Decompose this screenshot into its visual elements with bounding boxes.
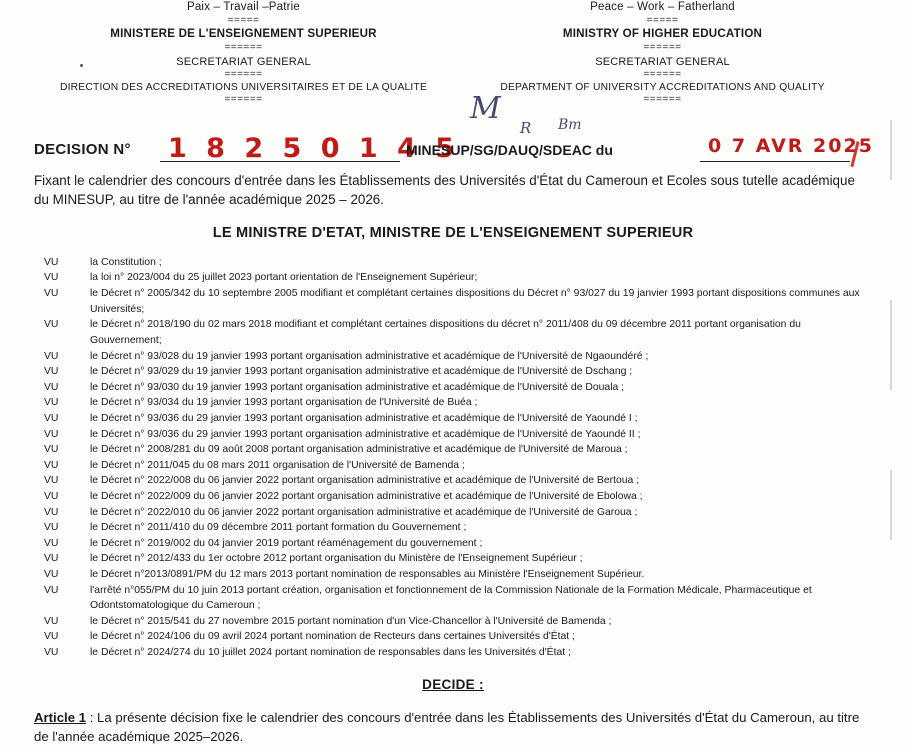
vu-item [44, 645, 872, 661]
vu-item [44, 536, 872, 552]
vu-text: le Décret n° 2024/274 du 10 juillet 2024 portant nomination de responsables dans les Universités d'État ; [90, 647, 571, 659]
decision-date-underline [700, 161, 850, 162]
vu-item [44, 380, 872, 396]
vu-text: le Décret n° 2018/190 du 02 mars 2018 modifiant et complétant certaines dispositions du décret n° 2011/408 du 09 décembre 2011 portant organisation du Gouvernement; [90, 319, 801, 346]
vu-text: la Constitution ; [90, 256, 162, 268]
vu-text: le Décret n° 93/036 du 29 janvier 1993 portant organisation administrative et académique de l'Université de Yaoundé I ; [90, 412, 638, 424]
vu-text: le Décret n° 93/029 du 19 janvier 1993 portant organisation administrative et académique de l'Université de Dschang ; [90, 366, 633, 378]
motto-en: Peace – Work – Fatherland [590, 1, 735, 13]
decision-line [0, 90, 906, 167]
vu-item [44, 286, 872, 317]
vu-tag: VU [44, 272, 59, 284]
vu-text: la loi n° 2023/004 du 25 juillet 2023 portant orientation de l'Enseignement Supérieur; [90, 272, 478, 284]
vu-tag: VU [44, 647, 59, 659]
vu-text: le Décret n° 93/030 du 19 janvier 1993 portant organisation administrative et académique de l'Université de Douala ; [90, 381, 625, 393]
handwritten-annotation-1: M [470, 90, 501, 126]
direction-en: DEPARTMENT OF UNIVERSITY ACCREDITATIONS AND QUALITY [500, 82, 825, 94]
vu-tag: VU [44, 366, 59, 378]
decide-text: DECIDE : [422, 676, 484, 692]
minister-title: LE MINISTRE D'ETAT, MINISTRE DE L'ENSEIGNEMENT SUPERIEUR [212, 224, 694, 241]
separator: ====== [643, 94, 682, 106]
article-1-label: Article 1 [34, 709, 87, 725]
separator: ====== [224, 94, 263, 106]
vu-text: le Décret n° 2005/342 du 10 septembre 2005 modifiant et complétant certaines dispositions du Décret n° 93/027 du 19 janvier 1993 portant dispositions communes aux Universités; [90, 288, 860, 315]
decision-reference: MINESUP/SG/DAUQ/SDEAC du [406, 141, 613, 158]
vu-tag: VU [44, 319, 59, 331]
vu-item [44, 364, 872, 380]
vu-item [44, 629, 872, 645]
separator: ====== [643, 68, 682, 80]
vu-item [44, 458, 872, 474]
vu-item [44, 317, 872, 348]
separator: ===== [646, 14, 679, 26]
vu-text: le Décret n° 2012/433 du 1er octobre 2012 portant organisation du Ministère de l'Enseignement Supérieur ; [90, 553, 583, 565]
motto-fr: Paix – Travail –Patrie [186, 1, 301, 13]
vu-text: le Décret n° 2024/106 du 09 avril 2024 portant nomination de Recteurs dans certaines Universités d'État ; [90, 631, 575, 643]
vu-item [44, 567, 872, 583]
article-1 [0, 708, 906, 746]
vu-text: le Décret n°2013/0891/PM du 12 mars 2013 portant nomination de responsables au Ministère l'Enseignement Supérieur. [90, 569, 645, 581]
vu-tag: VU [44, 522, 59, 534]
vu-tag: VU [44, 256, 59, 268]
decision-date: 0 7 AVR 2025 [708, 134, 874, 157]
vu-tag: VU [44, 381, 59, 393]
scan-edge-mark [890, 300, 892, 390]
vu-item [44, 411, 872, 427]
direction-fr: DIRECTION DES ACCREDITATIONS UNIVERSITAIRES ET DE LA QUALITE [59, 82, 428, 94]
vu-tag: VU [44, 459, 59, 471]
secretariat-fr: SECRETARIAT GENERAL [176, 55, 311, 68]
document-header [0, 0, 906, 107]
vu-tag: VU [44, 412, 59, 424]
header-column-english [453, 0, 872, 107]
vu-item [44, 551, 872, 567]
handwritten-annotation-3: Bm [558, 116, 582, 133]
secretariat-en: SECRETARIAT GENERAL [595, 55, 730, 68]
vu-text: le Décret n° 2019/002 du 04 janvier 2019 portant réaménagement du gouvernement ; [90, 537, 483, 549]
separator: ====== [643, 42, 682, 54]
header-column-french [34, 0, 453, 107]
vu-list [0, 255, 906, 661]
handwritten-annotation-2: R [520, 118, 532, 137]
vu-text: le Décret n° 2011/410 du 09 décembre 2011 portant formation du Gouvernement ; [90, 522, 467, 534]
vu-text: le Décret n° 2015/541 du 27 novembre 2015 portant nomination d'un Vice-Chancellor à l'Université de Bamenda ; [90, 615, 612, 627]
vu-item [44, 505, 872, 521]
vu-tag: VU [44, 350, 59, 362]
vu-tag: VU [44, 397, 59, 409]
vu-tag: VU [44, 631, 59, 643]
decision-number: 1 8 2 5 0 1 4 5 [168, 132, 460, 164]
ministry-fr: MINISTERE DE L'ENSEIGNEMENT SUPERIEUR [110, 27, 377, 41]
vu-item [44, 395, 872, 411]
vu-item [44, 489, 872, 505]
vu-tag: VU [44, 584, 59, 596]
decision-number-underline [160, 161, 400, 162]
vu-item [44, 614, 872, 630]
separator: ====== [224, 42, 263, 54]
vu-text: le Décret n° 93/036 du 29 janvier 1993 portant organisation administrative et académique de l'Université de Yaoundé II ; [90, 428, 641, 440]
separator: ====== [224, 68, 263, 80]
vu-tag: VU [44, 444, 59, 456]
vu-text: le Décret n° 93/028 du 19 janvier 1993 portant organisation administrative et académique de l'Université de Ngaoundéré ; [90, 350, 649, 362]
vu-tag: VU [44, 553, 59, 565]
decision-subject: Fixant le calendrier des concours d'entrée dans les Établissements des Universités d'État du Cameroun et Ecoles sous tutelle académique du MINESUP, au titre de l'année académique 2025 – 2026. [34, 172, 855, 207]
vu-tag: VU [44, 569, 59, 581]
vu-text: le Décret n° 2022/008 du 06 janvier 2022 portant organisation administrative et académique de l'Université de Bertoua ; [90, 475, 640, 487]
vu-tag: VU [44, 615, 59, 627]
vu-tag: VU [44, 506, 59, 518]
vu-item [44, 473, 872, 489]
vu-item [44, 255, 872, 271]
vu-item [44, 520, 872, 536]
vu-text: le Décret n° 2011/045 du 08 mars 2011 organisation de l'Université de Bamenda ; [90, 459, 465, 471]
vu-item [44, 270, 872, 286]
vu-item [44, 427, 872, 443]
scan-speck [80, 64, 83, 67]
vu-item [44, 583, 872, 614]
vu-tag: VU [44, 537, 59, 549]
vu-text: l'arrêté n°055/PM du 10 juin 2013 portant création, organisation et fonctionnement de la Commission Nationale de la Formation Médicale, Pharmaceutique et Odontstomatologique du Cameroun ; [90, 584, 812, 612]
separator: ===== [227, 14, 260, 26]
vu-item [44, 349, 872, 365]
decision-label: DECISION N° [34, 140, 131, 158]
vu-tag: VU [44, 428, 59, 440]
vu-text: le Décret n° 2022/009 du 06 janvier 2022 portant organisation administrative et académique de l'Université de Ebolowa ; [90, 491, 643, 502]
vu-text: le Décret n° 2022/010 du 06 janvier 2022 portant organisation administrative et académique de l'Université de Garoua ; [90, 506, 638, 518]
article-1-text: : La présente décision fixe le calendrier des concours d'entrée dans les Établissements des Universités d'État du Cameroun, au titre de l'année académique 2025–2026. [34, 709, 860, 744]
decide-heading [0, 677, 906, 692]
vu-item [44, 442, 872, 458]
scan-edge-mark [890, 470, 892, 540]
vu-tag: VU [44, 475, 59, 487]
vu-text: le Décret n° 2008/281 du 09 août 2008 portant organisation administrative et académique de l'Université de Maroua ; [90, 444, 628, 456]
vu-text: le Décret n° 93/034 du 19 janvier 1993 portant organisation de l'Université de Buéa ; [90, 397, 478, 409]
vu-tag: VU [44, 288, 59, 300]
ministry-en: MINISTRY OF HIGHER EDUCATION [562, 27, 763, 41]
vu-tag: VU [44, 491, 59, 502]
